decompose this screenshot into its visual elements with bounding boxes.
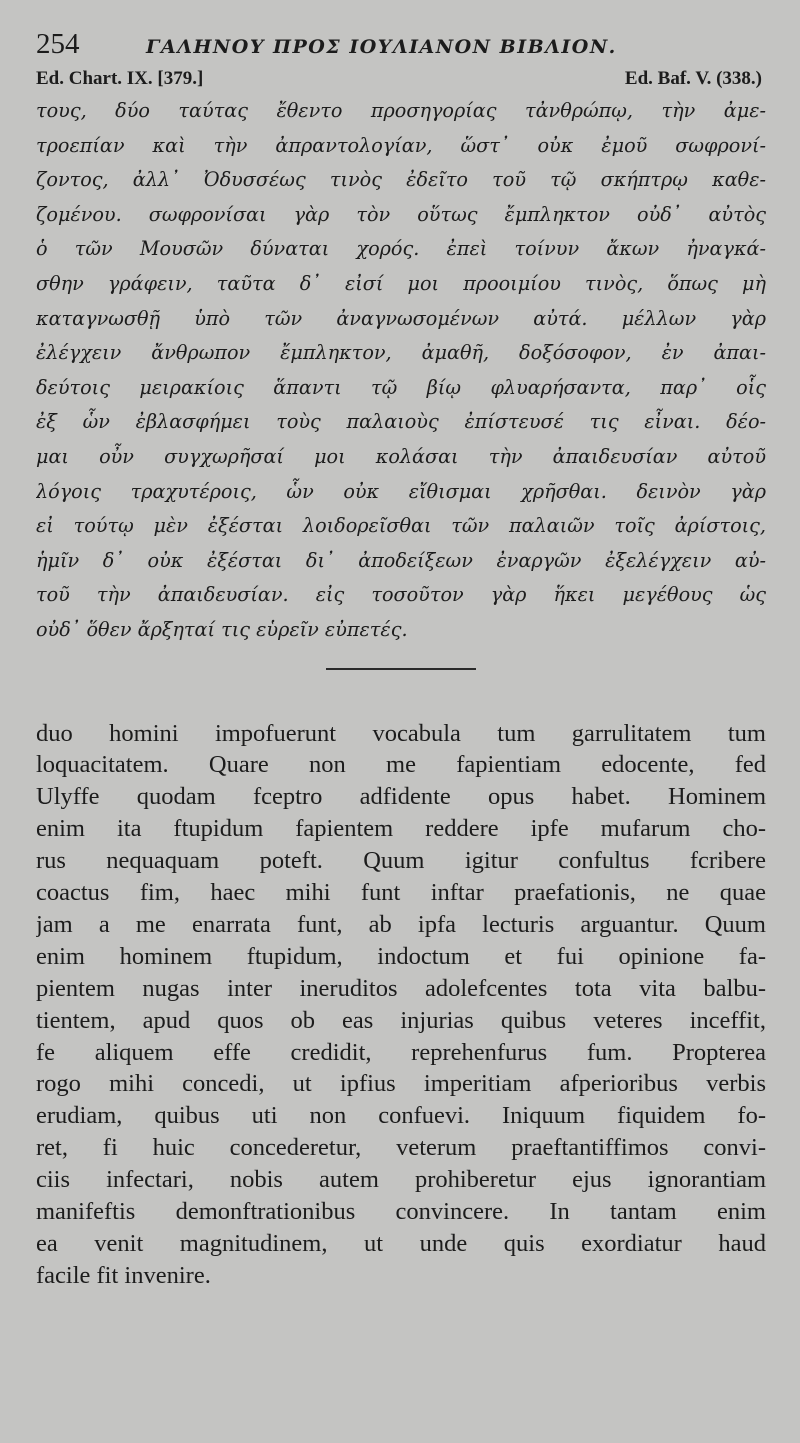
latin-text-line: tientem, apud quos ob eas injurias quibus veteres inceffit, bbox=[36, 1006, 766, 1034]
latin-text-line: Ulyffe quodam fceptro adfidente opus habet. Hominem bbox=[36, 783, 766, 811]
greek-text-line: καταγνωσθῇ ὑπὸ τῶν ἀναγνωσομένων αὐτά. μέλλων γὰρ bbox=[36, 306, 766, 330]
edition-reference-basel: Ed. Baf. V. (338.) bbox=[624, 68, 762, 89]
greek-text-line: τους, δύο ταύτας ἔθεντο προσηγορίας τἀνθρώπῳ, τὴν ἀμε- bbox=[36, 99, 766, 122]
greek-text-line: ὁ τῶν Μουσῶν δύναται χορός. ἐπεὶ τοίνυν ἄκων ἠναγκά- bbox=[36, 237, 766, 261]
greek-text-line: δεύτοις μειρακίοις ἅπαντι τῷ βίῳ φλυαρήσαντα, παρ᾽ οἷς bbox=[36, 375, 766, 399]
latin-text-line: loquacitatem. Quare non me fapientiam edocente, fed bbox=[36, 751, 766, 779]
latin-text-line: ret, fi huic concederetur, veterum praeftantiffimos convi- bbox=[36, 1134, 766, 1162]
edition-reference-chartier: Ed. Chart. IX. [379.] bbox=[36, 68, 204, 89]
greek-text-line: τοῦ τὴν ἀπαιδευσίαν. εἰς τοσοῦτον γὰρ ἥκει μεγέθους ὡς bbox=[36, 583, 766, 607]
latin-text-line: ciis infectari, nobis autem prohiberetur ejus ignorantiam bbox=[36, 1166, 766, 1194]
greek-text-line: τροεπίαν καὶ τὴν ἀπραντολογίαν, ὥστ᾽ οὐκ ἐμοῦ σωφρονί- bbox=[36, 133, 766, 157]
greek-text-line: οὐδ᾽ ὅθεν ἄρξηταί τις εὑρεῖν εὐπετές. bbox=[36, 617, 408, 641]
edition-references bbox=[36, 68, 766, 94]
latin-text-line: enim ita ftupidum fapientem reddere ipfe mufarum cho- bbox=[36, 815, 766, 843]
greek-text-line: ἐλέγχειν ἄνθρωπον ἔμπληκτον, ἀμαθῆ, δοξόσοφον, ἐν ἀπαι- bbox=[36, 341, 766, 365]
section-divider bbox=[326, 668, 476, 670]
latin-text-line: erudiam, quibus uti non confuevi. Iniquum fiquidem fo- bbox=[36, 1102, 766, 1130]
running-head bbox=[36, 28, 766, 68]
latin-text-line: fe aliquem effe credidit, reprehenfurus fum. Propterea bbox=[36, 1038, 766, 1066]
greek-text-line: μαι οὖν συγχωρῆσαί μοι κολάσαι τὴν ἀπαιδευσίαν αὐτοῦ bbox=[36, 444, 766, 468]
latin-text-line: rus nequaquam poteft. Quum igitur confultus fcribere bbox=[36, 847, 766, 875]
greek-text-line: λόγοις τραχυτέροις, ὧν οὐκ εἴθισμαι χρῆσθαι. δεινὸν γὰρ bbox=[36, 479, 766, 503]
latin-text-line: rogo mihi concedi, ut ipfius imperitiam afperioribus verbis bbox=[36, 1070, 766, 1098]
greek-text-line: ἐξ ὧν ἐβλασφήμει τοὺς παλαιοὺς ἐπίστευσέ τις εἶναι. δέο- bbox=[36, 410, 766, 434]
latin-text-line: duo homini impofuerunt vocabula tum garrulitatem tum bbox=[36, 719, 766, 747]
greek-text-block bbox=[36, 94, 766, 648]
greek-text-line: εἰ τούτῳ μὲν ἐξέσται λοιδορεῖσθαι τῶν παλαιῶν τοῖς ἀρίστοις, bbox=[36, 514, 766, 538]
greek-text-line: ἡμῖν δ᾽ οὐκ ἐξέσται δι᾽ ἀποδείξεων ἐναργῶν ἐξελέγχειν αὐ- bbox=[36, 548, 766, 572]
latin-text-line: facile fit invenire. bbox=[36, 1261, 211, 1289]
greek-text-line: σθην γράφειν, ταῦτα δ᾽ εἰσί μοι προοιμίου τινὸς, ὅπως μὴ bbox=[36, 271, 766, 295]
latin-text-line: coactus fim, haec mihi funt inftar praefationis, ne quae bbox=[36, 879, 766, 907]
latin-text-line: pientem nugas inter ineruditos adolefcentes tota vita balbu- bbox=[36, 974, 766, 1002]
page-number: 254 bbox=[36, 28, 80, 60]
greek-text-line: ζομένου. σωφρονίσαι γὰρ τὸν οὕτως ἔμπληκτον οὐδ᾽ αὐτὸς bbox=[36, 202, 766, 226]
latin-text-line: enim hominem ftupidum, indoctum et fui opinione fa- bbox=[36, 942, 766, 970]
greek-text-line: ζοντος, ἀλλ᾽ Ὀδυσσέως τινὸς ἐδεῖτο τοῦ τῷ σκήπτρῳ καθε- bbox=[36, 168, 766, 192]
running-title: ΓΑΛΗΝΟΥ ΠΡΟΣ ΙΟΥΛΙΑΝΟΝ ΒΙΒΛΙΟΝ. bbox=[146, 36, 617, 58]
latin-text-block bbox=[36, 718, 766, 1292]
latin-text-line: jam a me enarrata funt, ab ipfa lecturis arguantur. Quum bbox=[36, 910, 766, 938]
latin-text-line: ea venit magnitudinem, ut unde quis exordiatur haud bbox=[36, 1230, 766, 1257]
latin-text-line: manifeftis demonftrationibus convincere. In tantam enim bbox=[36, 1198, 766, 1226]
